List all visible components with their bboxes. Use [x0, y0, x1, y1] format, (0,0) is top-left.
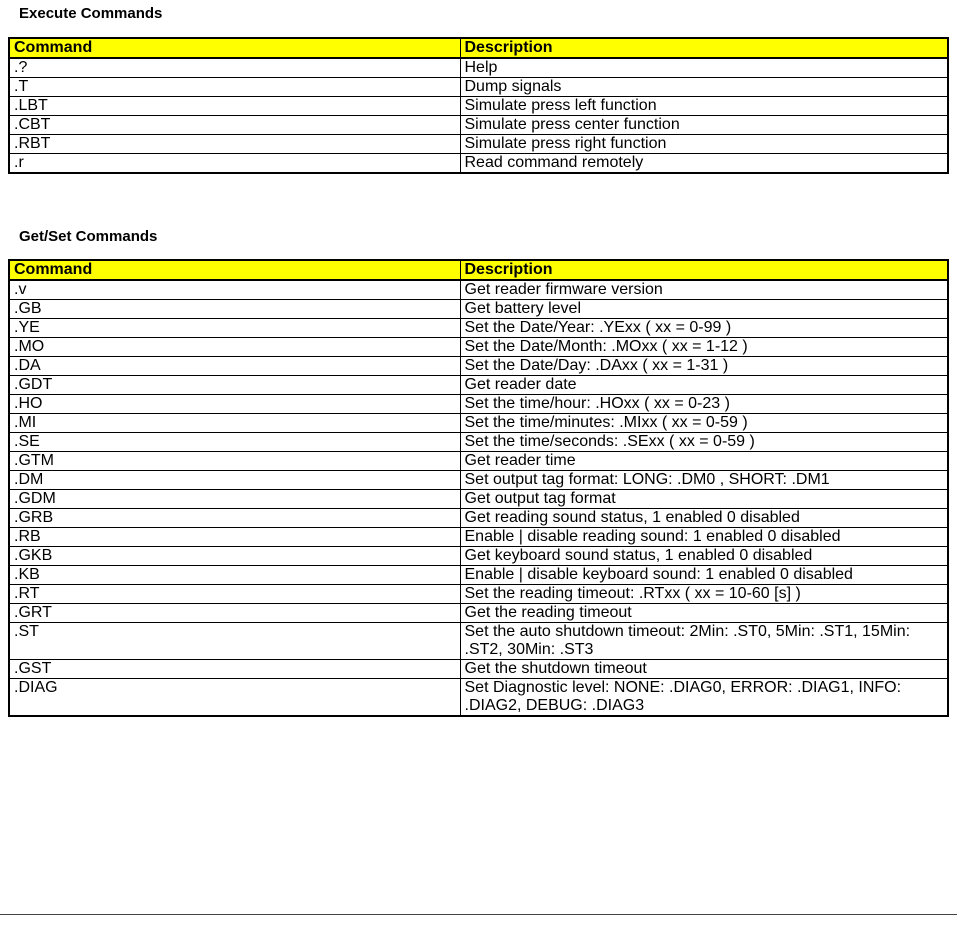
- command-cell: .MI: [9, 414, 460, 433]
- description-cell: Set the Date/Month: .MOxx ( xx = 1-12 ): [460, 338, 948, 357]
- description-cell: Read command remotely: [460, 154, 948, 174]
- description-cell: Dump signals: [460, 78, 948, 97]
- description-cell: Get reading sound status, 1 enabled 0 disabled: [460, 509, 948, 528]
- table-row: [9, 78, 948, 97]
- command-cell: .DIAG: [9, 679, 460, 717]
- command-cell: .ST: [9, 623, 460, 660]
- table-header-row: [9, 260, 948, 280]
- table-row: [9, 604, 948, 623]
- table-row: [9, 528, 948, 547]
- command-cell: .r: [9, 154, 460, 174]
- getset-commands-table: [8, 259, 949, 717]
- description-cell: Get reader time: [460, 452, 948, 471]
- command-cell: .DM: [9, 471, 460, 490]
- description-cell: Get reader date: [460, 376, 948, 395]
- table-row: [9, 357, 948, 376]
- description-cell: Simulate press center function: [460, 116, 948, 135]
- description-cell: Enable | disable reading sound: 1 enabled 0 disabled: [460, 528, 948, 547]
- table-row: [9, 135, 948, 154]
- command-cell: .MO: [9, 338, 460, 357]
- description-cell: Set output tag format: LONG: .DM0 , SHORT: .DM1: [460, 471, 948, 490]
- description-cell: Simulate press left function: [460, 97, 948, 116]
- command-cell: .RBT: [9, 135, 460, 154]
- table-row: [9, 319, 948, 338]
- command-cell: .GST: [9, 660, 460, 679]
- description-cell: Set the auto shutdown timeout: 2Min: .ST0, 5Min: .ST1, 15Min: .ST2, 30Min: .ST3: [460, 623, 948, 660]
- table-row: [9, 585, 948, 604]
- command-column-header: Command: [9, 260, 460, 280]
- command-cell: .SE: [9, 433, 460, 452]
- description-cell: Get output tag format: [460, 490, 948, 509]
- description-cell: Get the shutdown timeout: [460, 660, 948, 679]
- table-row: [9, 154, 948, 174]
- command-cell: .GTM: [9, 452, 460, 471]
- execute-commands-title: Execute Commands: [19, 5, 163, 22]
- execute-commands-table: [8, 37, 949, 174]
- command-cell: .GDM: [9, 490, 460, 509]
- command-cell: .T: [9, 78, 460, 97]
- description-cell: Simulate press right function: [460, 135, 948, 154]
- description-cell: Enable | disable keyboard sound: 1 enabled 0 disabled: [460, 566, 948, 585]
- page-bottom-divider: [0, 914, 957, 915]
- command-cell: .HO: [9, 395, 460, 414]
- table-row: [9, 338, 948, 357]
- description-cell: Get battery level: [460, 300, 948, 319]
- command-cell: .CBT: [9, 116, 460, 135]
- command-cell: .RT: [9, 585, 460, 604]
- command-cell: .DA: [9, 357, 460, 376]
- table-row: [9, 58, 948, 78]
- table-row: [9, 490, 948, 509]
- description-cell: Set the reading timeout: .RTxx ( xx = 10-60 [s] ): [460, 585, 948, 604]
- table-row: [9, 395, 948, 414]
- description-cell: Get the reading timeout: [460, 604, 948, 623]
- command-cell: .v: [9, 280, 460, 300]
- table-row: [9, 97, 948, 116]
- description-cell: Set the time/minutes: .MIxx ( xx = 0-59 ): [460, 414, 948, 433]
- table-row: [9, 660, 948, 679]
- table-row: [9, 300, 948, 319]
- command-cell: .GRB: [9, 509, 460, 528]
- command-cell: .GB: [9, 300, 460, 319]
- table-row: [9, 376, 948, 395]
- table-row: [9, 414, 948, 433]
- table-row: [9, 547, 948, 566]
- description-column-header: Description: [460, 260, 948, 280]
- description-cell: Help: [460, 58, 948, 78]
- table-header-row: [9, 38, 948, 58]
- description-cell: Get reader firmware version: [460, 280, 948, 300]
- command-cell: .?: [9, 58, 460, 78]
- description-cell: Set the time/hour: .HOxx ( xx = 0-23 ): [460, 395, 948, 414]
- command-cell: .YE: [9, 319, 460, 338]
- description-cell: Set the Date/Year: .YExx ( xx = 0-99 ): [460, 319, 948, 338]
- description-cell: Set the time/seconds: .SExx ( xx = 0-59 ): [460, 433, 948, 452]
- command-cell: .GKB: [9, 547, 460, 566]
- table-row: [9, 452, 948, 471]
- command-cell: .GDT: [9, 376, 460, 395]
- description-cell: Get keyboard sound status, 1 enabled 0 disabled: [460, 547, 948, 566]
- table-row: [9, 566, 948, 585]
- table-row: [9, 433, 948, 452]
- description-cell: Set Diagnostic level: NONE: .DIAG0, ERROR: .DIAG1, INFO: .DIAG2, DEBUG: .DIAG3: [460, 679, 948, 717]
- command-cell: .GRT: [9, 604, 460, 623]
- table-row: [9, 280, 948, 300]
- command-cell: .KB: [9, 566, 460, 585]
- description-column-header: Description: [460, 38, 948, 58]
- command-column-header: Command: [9, 38, 460, 58]
- table-row: [9, 509, 948, 528]
- description-cell: Set the Date/Day: .DAxx ( xx = 1-31 ): [460, 357, 948, 376]
- command-cell: .RB: [9, 528, 460, 547]
- table-row: [9, 623, 948, 660]
- table-row: [9, 116, 948, 135]
- table-row: [9, 471, 948, 490]
- command-cell: .LBT: [9, 97, 460, 116]
- table-row: [9, 679, 948, 717]
- getset-commands-title: Get/Set Commands: [19, 228, 158, 245]
